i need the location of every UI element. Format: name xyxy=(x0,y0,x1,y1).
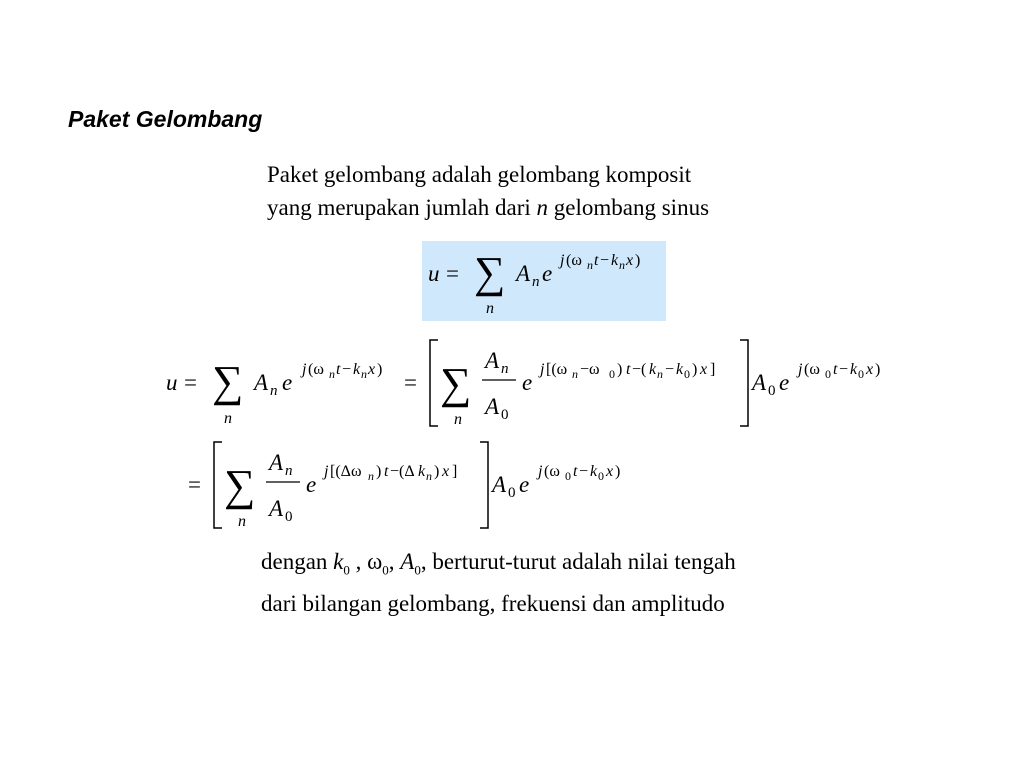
svg-text:n: n xyxy=(572,367,578,381)
svg-text:−ω: −ω xyxy=(580,361,600,378)
svg-text:k: k xyxy=(611,252,619,269)
wave-packet-sum-formula xyxy=(422,241,666,321)
svg-text:): ) xyxy=(875,361,881,378)
svg-text:A: A xyxy=(269,450,284,475)
svg-text:j: j xyxy=(538,463,543,480)
intro-line-2-text: yang merupakan jumlah dari xyxy=(267,195,537,220)
svg-text:k: k xyxy=(649,361,657,378)
svg-text:t: t xyxy=(833,361,838,378)
svg-text:j: j xyxy=(560,252,565,269)
svg-text:n: n xyxy=(657,367,663,381)
svg-text:e: e xyxy=(779,370,790,395)
svg-text:∑: ∑ xyxy=(474,248,506,297)
svg-text:[(ω: [(ω xyxy=(546,361,568,378)
svg-text:0: 0 xyxy=(768,383,776,399)
svg-text:n: n xyxy=(486,300,494,317)
svg-text:∑: ∑ xyxy=(440,359,472,408)
svg-text:0: 0 xyxy=(285,509,293,525)
svg-text:x: x xyxy=(866,361,874,378)
svg-text:A: A xyxy=(485,394,500,419)
svg-text:(ω: (ω xyxy=(566,252,582,269)
svg-text:t: t xyxy=(384,463,389,480)
svg-text:u: u xyxy=(428,261,440,286)
svg-text:x: x xyxy=(700,361,708,378)
svg-text:t: t xyxy=(594,252,599,269)
svg-text:t: t xyxy=(336,361,341,378)
svg-text:(ω: (ω xyxy=(804,361,820,378)
svg-text:): ) xyxy=(376,463,382,480)
svg-text:0: 0 xyxy=(508,485,516,501)
intro-line-2-text-end: gelombang sinus xyxy=(548,195,710,220)
svg-text:0: 0 xyxy=(609,367,615,381)
svg-text:u: u xyxy=(166,370,178,395)
svg-text:(ω: (ω xyxy=(544,463,560,480)
svg-text:e: e xyxy=(306,472,317,497)
svg-text:−: − xyxy=(579,463,589,480)
svg-text:n: n xyxy=(454,411,462,428)
svg-text:k: k xyxy=(676,361,684,378)
svg-text:k: k xyxy=(850,361,858,378)
svg-text:e: e xyxy=(522,370,533,395)
svg-text:t: t xyxy=(626,361,631,378)
conclusion-line-1-text-end: berturut-turut adalah nilai tengah xyxy=(432,549,736,574)
svg-text:=: = xyxy=(404,370,417,395)
svg-text:−: − xyxy=(600,252,610,269)
svg-text:t: t xyxy=(573,463,578,480)
slide-title: Paket Gelombang xyxy=(68,106,263,132)
svg-text:n: n xyxy=(587,258,593,272)
svg-text:A: A xyxy=(485,348,500,373)
svg-text:n: n xyxy=(270,383,278,399)
svg-text:x: x xyxy=(606,463,614,480)
svg-text:0: 0 xyxy=(565,469,571,483)
conclusion-symbols: $k_0$ , $\omega_0$, $A_0$, xyxy=(333,549,433,578)
svg-text:−: − xyxy=(665,361,675,378)
svg-text:n: n xyxy=(619,258,625,272)
intro-line-1: Paket gelombang adalah gelombang komposit xyxy=(267,162,692,187)
intro-paragraph xyxy=(267,158,709,224)
svg-text:]: ] xyxy=(710,361,716,378)
svg-text:x: x xyxy=(626,252,634,269)
svg-text:): ) xyxy=(434,463,440,480)
svg-text:n: n xyxy=(285,463,293,479)
svg-text:x: x xyxy=(368,361,376,378)
conclusion-line-2: dari bilangan gelombang, frekuensi dan amplitudo xyxy=(261,590,725,616)
svg-text:): ) xyxy=(692,361,698,378)
svg-text:e: e xyxy=(542,261,553,286)
svg-text:0: 0 xyxy=(501,407,509,423)
svg-text:j: j xyxy=(302,361,307,378)
svg-text:−: − xyxy=(839,361,849,378)
svg-text:j: j xyxy=(798,361,803,378)
svg-text:0: 0 xyxy=(684,367,690,381)
svg-text:n: n xyxy=(501,361,509,377)
svg-text:n: n xyxy=(361,367,367,381)
svg-text:A: A xyxy=(492,472,507,497)
svg-text:=: = xyxy=(184,370,197,395)
svg-text:n: n xyxy=(238,513,246,530)
intro-line-2-variable: n xyxy=(536,195,549,220)
svg-text:0: 0 xyxy=(598,469,604,483)
svg-text:A: A xyxy=(752,370,767,395)
svg-text:=: = xyxy=(188,472,201,497)
svg-text:A: A xyxy=(269,496,284,521)
derivation-line-2 xyxy=(180,440,650,540)
svg-text:n: n xyxy=(426,469,432,483)
svg-text:−(: −( xyxy=(632,361,647,378)
derivation-line-1 xyxy=(160,336,900,436)
svg-text:): ) xyxy=(377,361,383,378)
svg-text:−(Δ: −(Δ xyxy=(390,463,415,480)
svg-text:): ) xyxy=(635,252,641,269)
svg-text:k: k xyxy=(590,463,598,480)
conclusion-line-1-text: dengan xyxy=(261,549,334,574)
intro-line-2 xyxy=(267,191,709,224)
conclusion-paragraph xyxy=(261,545,736,620)
svg-text:n: n xyxy=(329,367,335,381)
svg-text:n: n xyxy=(224,410,232,427)
svg-text:]: ] xyxy=(452,463,458,480)
svg-text:k: k xyxy=(353,361,361,378)
svg-text:0: 0 xyxy=(825,367,831,381)
svg-text:e: e xyxy=(282,370,293,395)
svg-text:n: n xyxy=(368,469,374,483)
svg-text:): ) xyxy=(615,463,621,480)
svg-text:=: = xyxy=(446,261,459,286)
svg-text:): ) xyxy=(617,361,623,378)
svg-text:(ω: (ω xyxy=(308,361,324,378)
svg-text:A: A xyxy=(254,370,269,395)
conclusion-line-1 xyxy=(261,545,736,587)
svg-text:∑: ∑ xyxy=(224,461,256,510)
svg-text:−: − xyxy=(342,361,352,378)
svg-text:k: k xyxy=(418,463,426,480)
svg-text:j: j xyxy=(540,361,545,378)
svg-text:A: A xyxy=(516,261,531,286)
svg-text:n: n xyxy=(532,274,540,290)
svg-text:j: j xyxy=(324,463,329,480)
svg-text:0: 0 xyxy=(858,367,864,381)
svg-text:x: x xyxy=(442,463,450,480)
svg-text:∑: ∑ xyxy=(212,357,244,406)
svg-text:e: e xyxy=(519,472,530,497)
svg-text:[(Δω: [(Δω xyxy=(330,463,362,480)
